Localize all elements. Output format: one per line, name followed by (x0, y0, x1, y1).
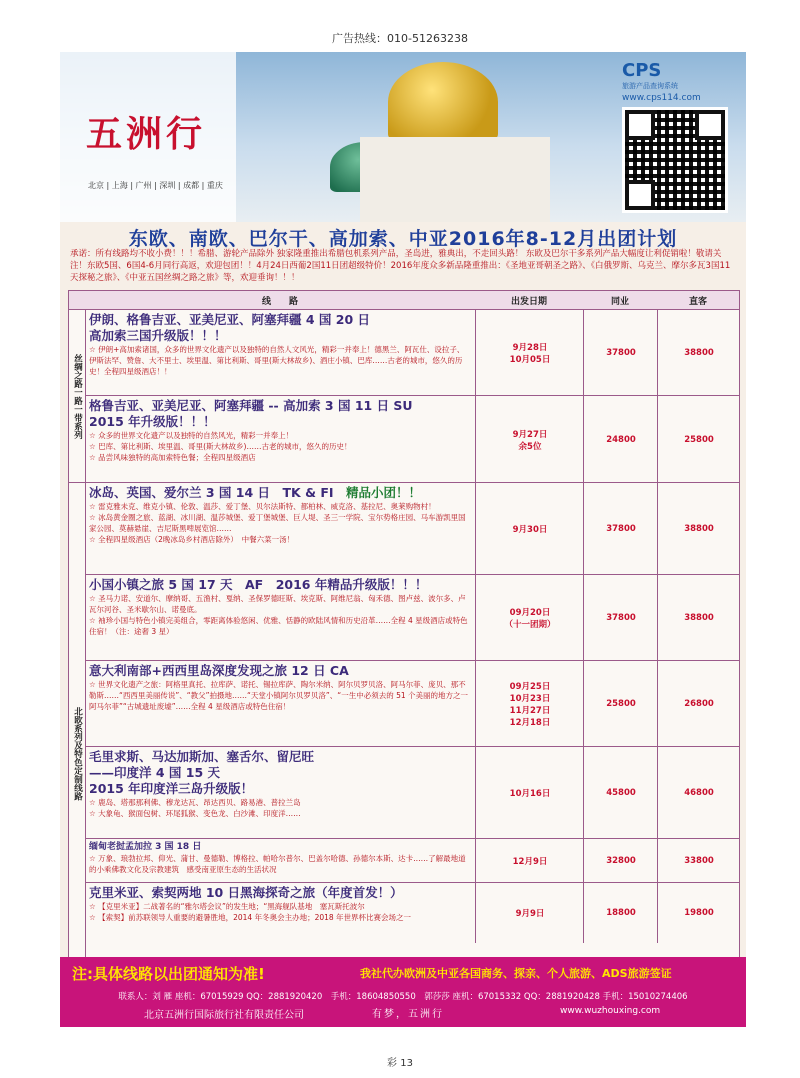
table-header (69, 291, 739, 310)
page-title: 东欧、南欧、巴尔干、高加索、中亚2016年8-12月出团计划 (128, 228, 678, 250)
page-number: 彩 13 (387, 1058, 413, 1069)
logo-panel (60, 52, 236, 222)
header-trade: 同业 (610, 297, 629, 307)
trade-price: 37800 (583, 483, 658, 575)
table-row (85, 746, 739, 839)
direct-price: 46800 (657, 747, 740, 839)
route-desc: ☆ 【克里米亚】二战著名的“雅尔塔会议”的发生地；“黑海舰队基地 塞瓦斯托波尔 ☆ 【索契】前苏联领导人重要的避暑胜地，2014 年冬奥会主办地；2018 年世界杯比赛会场之一 (89, 902, 412, 922)
notice-text: 承诺：所有线路均不收小费！！！希腊、游轮产品除外 独家隆重推出希腊包机系列产品，圣岛进，雅典出，不走回头路！ 东欧及巴尔干多系列产品大幅度让利促销啦！敬请关注！东欧5国、6国4-6月同行高返，欢迎包团！！4月24日西葡2国11日团超级特价！2016年度众多新品隆重推出：《圣地亚哥朝圣之路》、《白俄罗斯、乌克兰、摩尔多瓦3国11天探秘之旅》、《中亚五国丝绸之路之旅》等，欢迎垂询！！！ (70, 249, 731, 283)
table-row (85, 482, 739, 575)
cps-subtitle: 旅游产品查询系统 (622, 82, 678, 90)
departure-date: 09月20日 （十一团期） (475, 575, 584, 661)
footer-visa-service: 我社代办欧洲及中亚各国商务、探亲、个人旅游、ADS旅游签证 (360, 967, 672, 980)
footer-slogan: 有梦，五洲行 (372, 1009, 444, 1020)
route-desc: ☆ 圣马力诺、安道尔、摩纳哥、五渔村、戛纳、圣保罗德旺斯、埃克斯、阿维尼翁、匈禾德、图卢兹、波尔多、卢瓦尔河谷、圣米歇尔山、诺曼底。 ☆ 袖珍小国与特色小镇完美组合，零距离体验悠闲、优雅、恬静的欧陆风情和历史沿革……全程 4 星级酒店或特色住宿！（注：途奢 3 星） (89, 594, 468, 636)
departure-date: 09月25日 10月23日 11月27日 12月18日 (475, 661, 584, 747)
route-tag: 精品小团！！ (346, 485, 422, 500)
departure-date: 12月9日 (475, 839, 584, 883)
direct-price: 38800 (657, 483, 740, 575)
route-desc: ☆ 伊朗+高加索诸国，众多的世界文化遗产以及独特的自然人文风光，精彩一并奉上！德黑兰、阿瓦仕、设拉子、伊斯法罕、赞詹、大不里士、埃里温、第比利斯、哥里(斯大林故乡)、酒庄小镇、巴库……古老的城市，悠久的历史！全程四星级酒店！！ (89, 345, 465, 376)
direct-price: 25800 (657, 396, 740, 483)
route-desc: ☆ 万象、琅勃拉邦、仰光、蒲甘、曼德勒、博格拉、帕哈尔普尔、巴盖尔哈德、孙德尔本斯、达卡……了解最地道的小乘佛教文化及宗教建筑 感受南亚原生态的生活状况 (89, 854, 466, 874)
trade-price: 37800 (583, 575, 658, 661)
table-row (85, 660, 739, 747)
footer-url[interactable]: www.wuzhouxing.com (560, 1006, 661, 1016)
route-desc: ☆ 雷克雅未克、维克小镇、伦敦、温莎、爱丁堡、贝尔法斯特、都柏林、威克洛、基拉尼、奥莱购物村！ ☆ 冰岛黄金圈之旅、蓝湖、冰川湖、温莎城堡、爱丁堡城堡、巨人堤、圣三一学院、宝尔势格庄园、马车游凯里国家公园、莫赫悬崖、吉尼斯黑啤展览馆…… ☆ 全程四星级酒店（2晚冰岛乡村酒店除外） 中餐六菜一汤！ (89, 502, 466, 544)
section-label: 北欧系列及特色定制线路 (69, 482, 86, 1024)
trade-price: 45800 (583, 747, 658, 839)
trade-price: 18800 (583, 883, 658, 943)
route-title: 冰岛、英国、爱尔兰 3 国 14 日 TK & FI (89, 485, 334, 500)
footer-note: 注:具体线路以出团通知为准! (72, 965, 265, 983)
footer-company: 北京五洲行国际旅行社有限责任公司 (144, 1010, 304, 1021)
table-row (85, 574, 739, 661)
section-label: 丝绸之路一路一带系列 (69, 310, 86, 482)
footer-bar (60, 957, 746, 1027)
departure-date: 9月27日 余5位 (475, 396, 584, 483)
direct-price: 26800 (657, 661, 740, 747)
route-title: 伊朗、格鲁吉亚、亚美尼亚、阿塞拜疆 4 国 20 日 (89, 312, 371, 327)
ad-hotline: 广告热线：010-51263238 (332, 32, 468, 45)
flyer-page (60, 52, 746, 1027)
trade-price: 25800 (583, 661, 658, 747)
trade-price: 24800 (583, 396, 658, 483)
direct-price: 38800 (657, 575, 740, 661)
cps-logo: CPS (622, 60, 662, 81)
departure-date: 9月9日 (475, 883, 584, 943)
departure-date: 9月28日 10月05日 (475, 310, 584, 396)
route-subtitle: 2015 年升级版！！！ (89, 414, 216, 429)
route-desc: ☆ 众多的世界文化遗产以及独特的自然风光，精彩一并奉上！ ☆ 巴库、第比利斯、埃里温、哥里(斯大林故乡)……古老的城市，悠久的历史！ ☆ 品尝风味独特的高加索特色餐；全程四星级酒店 (89, 431, 352, 462)
route-title: 克里米亚、索契两地 10 日黑海探奇之旅（年度首发！） (89, 885, 403, 900)
table-row (85, 395, 739, 483)
route-desc: ☆ 鹿岛、塔那那利佛、穆龙达瓦、昂达西贝、路易港、普拉兰岛 ☆ 大象龟、猴面包树、环尾狐猴、变色龙、白沙滩、印度洋…… (89, 798, 301, 818)
itinerary-table (68, 290, 740, 1024)
route-title: 缅甸老挝孟加拉 3 国 18 日 (89, 842, 202, 852)
route-title: 格鲁吉亚、亚美尼亚、阿塞拜疆 -- 高加索 3 国 11 日 SU (89, 398, 413, 413)
route-subtitle: 高加索三国升级版！！！ (89, 328, 227, 343)
footer-contact: 联系人：刘 雁 座机：67015929 QQ：2881920420 手机：18604850550 郭莎莎 座机：67015332 QQ：2881920428 手机：15010274406 (118, 992, 688, 1002)
direct-price: 19800 (657, 883, 740, 943)
route-subtitle: 2015 年印度洋三岛升级版！ (89, 781, 254, 796)
route-desc: ☆ 世界文化遗产之旅：阿格里真托、拉库萨、诺托、锡拉库萨、陶尔米纳、阿尔贝罗贝洛、阿马尔菲、庞贝、那不勒斯……“西西里美丽传说”、“教父”拍摄地……“天堂小镇阿尔贝罗贝洛”、“一生中必须去的 51 个美丽的地方之一阿马尔菲”“古城遗址废墟”……全程 4 星级酒店或特色住宿！ (89, 680, 469, 711)
logo: 五洲行 (86, 113, 207, 155)
header-route: 线 路 (261, 297, 298, 307)
route-title: 意大利南部+西西里岛深度发现之旅 12 日 CA (89, 663, 349, 678)
departure-date: 9月30日 (475, 483, 584, 575)
trade-price: 32800 (583, 839, 658, 883)
route-title: 毛里求斯、马达加斯加、塞舌尔、留尼旺 (89, 749, 315, 764)
direct-price: 38800 (657, 310, 740, 396)
trade-price: 37800 (583, 310, 658, 396)
route-title: 小国小镇之旅 5 国 17 天 AF 2016 年精品升级版！！！ (89, 577, 428, 592)
table-row (85, 309, 739, 396)
cps-panel (622, 60, 742, 222)
qr-code-icon (622, 107, 728, 213)
table-row (85, 838, 739, 883)
route-subtitle: ——印度洋 4 国 15 天 (89, 765, 220, 780)
direct-price: 33800 (657, 839, 740, 883)
logo-cities: 北京 | 上海 | 广州 | 深圳 | 成都 | 重庆 (88, 181, 223, 190)
header-date: 出发日期 (510, 297, 547, 307)
table-row (85, 882, 739, 943)
departure-date: 10月16日 (475, 747, 584, 839)
cps-url: www.cps114.com (622, 93, 701, 103)
banner-image (60, 52, 746, 222)
header-direct: 直客 (688, 297, 707, 307)
